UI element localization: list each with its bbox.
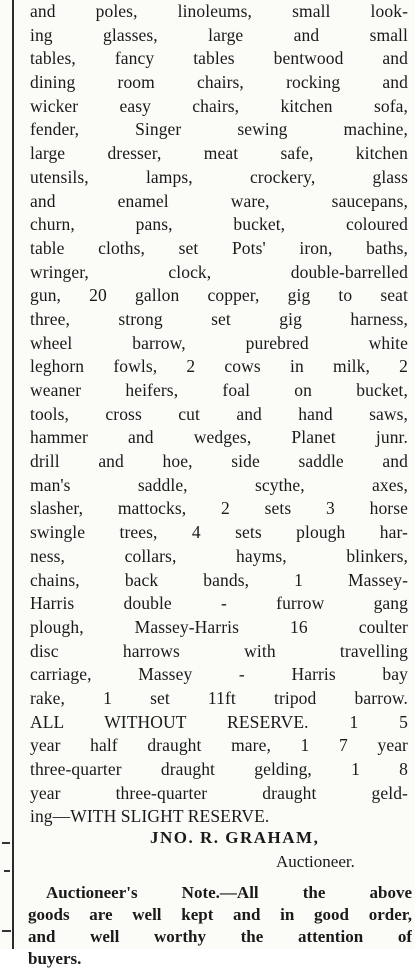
auctioneer-title: Auctioneer. — [276, 852, 355, 871]
auctioneer-name: JNO. R. GRAHAM, — [150, 828, 320, 847]
note-line: buyers. — [28, 949, 82, 968]
text-line: year three-quarter draught geld- — [30, 782, 408, 803]
text-line: ALL WITHOUT RESERVE. 1 5 — [30, 711, 408, 732]
note-line: goods are well kept and in good order, — [28, 905, 412, 924]
text-line: carriage, Massey - Harris bay — [30, 664, 408, 685]
column-divider-rule — [12, 0, 14, 949]
text-line: man's saddle, scythe, axes, — [30, 474, 408, 495]
text-line: large dresser, meat safe, kitchen — [30, 143, 408, 164]
text-line: dining room chairs, rocking and — [30, 72, 408, 93]
text-line: swingle trees, 4 sets plough har- — [30, 522, 408, 543]
margin-mark — [4, 870, 10, 872]
text-line: weaner heifers, foal on bucket, — [30, 380, 408, 400]
text-line: ness, collars, hayms, blinkers, — [30, 545, 408, 566]
margin-mark — [2, 842, 10, 844]
text-line: tools, cross cut and hand saws, — [30, 403, 408, 424]
text-line: churn, pans, bucket, coloured — [30, 214, 408, 235]
note-line: Auctioneer's Note.—All the above — [46, 883, 412, 902]
text-line: ing—WITH SLIGHT RESERVE. — [30, 806, 270, 827]
note-line: and well worthy the attention of — [28, 927, 412, 946]
text-line: wheel barrow, purebred white — [30, 332, 408, 353]
text-line: and enamel ware, saucepans, — [30, 190, 408, 211]
text-line: three, strong set gig harness, — [30, 308, 408, 329]
text-line: wringer, clock, double-barrelled — [30, 261, 408, 282]
text-line: slasher, mattocks, 2 sets 3 horse — [30, 498, 408, 519]
auction-item-list — [30, 0, 408, 829]
margin-mark — [2, 930, 11, 932]
text-line: wicker easy chairs, kitchen sofa, — [30, 95, 408, 116]
text-line: year half draught mare, 1 7 year — [30, 735, 408, 756]
text-line: and poles, linoleums, small look- — [30, 1, 408, 21]
auctioneers-note — [28, 882, 412, 970]
text-line: disc harrows with travelling — [30, 640, 408, 661]
text-line: leghorn fowls, 2 cows in milk, 2 — [30, 356, 408, 377]
text-line: gun, 20 gallon copper, gig to seat — [30, 285, 408, 306]
text-line: hammer and wedges, Planet junr. — [30, 427, 408, 448]
text-line: Harris double - furrow gang — [30, 593, 408, 614]
text-line: drill and hoe, side saddle and — [30, 451, 408, 472]
text-line: utensils, lamps, crockery, glass — [30, 166, 408, 187]
text-line: chains, back bands, 1 Massey- — [30, 569, 408, 590]
text-line: ing glasses, large and small — [30, 24, 408, 45]
text-line: tables, fancy tables bentwood and — [30, 48, 408, 69]
text-line: table cloths, set Pots' iron, baths, — [30, 237, 408, 258]
text-line: rake, 1 set 11ft tripod barrow. — [30, 687, 408, 708]
text-line: plough, Massey-Harris 16 coulter — [30, 616, 408, 637]
text-line: three-quarter draught gelding, 1 8 — [30, 759, 408, 779]
text-line: fender, Singer sewing machine, — [30, 119, 408, 140]
